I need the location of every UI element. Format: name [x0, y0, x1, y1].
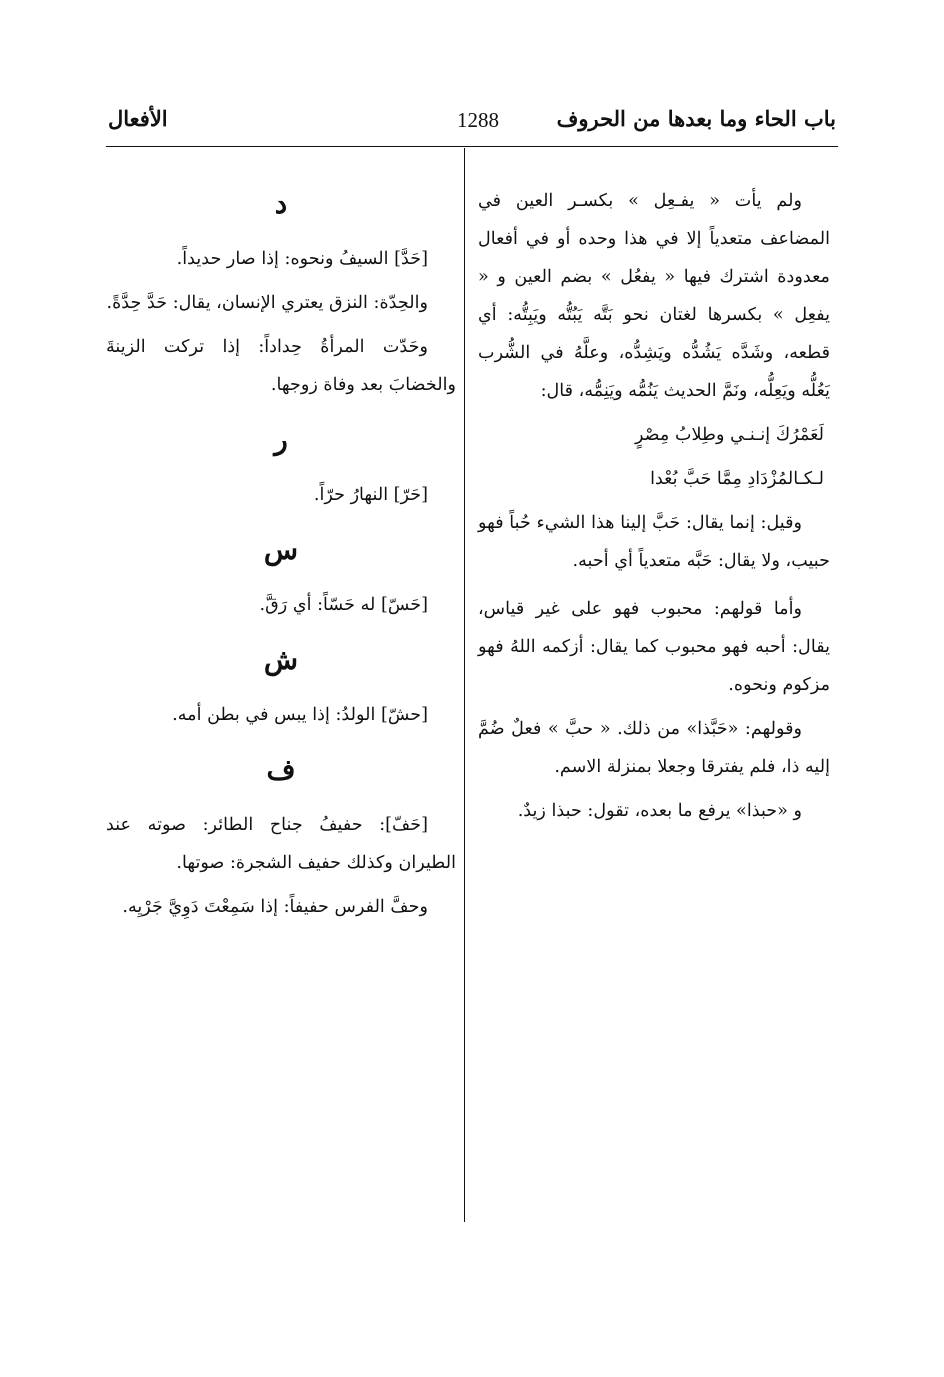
- paragraph: وأما قولهم: محبوب فهو على غير قياس، يقال: أحبه فهو محبوب كما يقال: أزكمه اللهُ فهو مزكوم ونحوه.: [478, 599, 830, 695]
- letter-heading: ش: [263, 643, 299, 676]
- paragraph: و «حبذا» يرفع ما بعده، تقول: حبذا زيدٌ.: [517, 801, 802, 821]
- section-title: الأفعال: [108, 106, 168, 131]
- right-column: [478, 182, 830, 830]
- paragraph: ولم يأت « يفـعِل » بكسـر العين في المضاعف متعدياً إلا في هذا وحده أو في أفعال معدودة اشترك فيها « يفعُل » بضم العين و « يفعِل » بكسرها لغتان نحو بَتَّه يَبُتُّه ويَبِتُّه: أي قطعه، وشَدَّه يَشُدُّه ويَشِدُّه، وعلَّهُ في الشُّرب يَعُلُّه ويَعِلُّه، ونَمَّ الحديث يَنُمُّه ويَنِمُّه، قال:: [478, 191, 830, 401]
- paragraph: وقولهم: «حَبَّذا» من ذلك. « حبَّ » فعلٌ ضُمَّ إليه ذا، فلم يفترقا وجعلا بمنزلة الاسم.: [478, 719, 830, 777]
- dictionary-entry: وحفَّ الفرس حفيفاً: إذا سَمِعْتَ دَوِيَّ جَرْيِه.: [122, 897, 428, 917]
- dictionary-entry: [حَفّ]: حفيفُ جناح الطائر: صوته عند الطيران وكذلك حفيف الشجرة: صوتها.: [106, 815, 456, 873]
- letter-heading: د: [274, 187, 288, 220]
- left-column: [106, 182, 456, 926]
- dictionary-entry: [حَرّ] النهارُ حرّاً.: [313, 485, 428, 505]
- dictionary-entry: [حشّ] الولدُ: إذا يبس في بطن أمه.: [172, 705, 428, 725]
- verse-line: لـكـالمُزْدَادِ مِمَّا حَبَّ بُعْدا: [650, 469, 824, 489]
- letter-heading: ف: [266, 753, 296, 786]
- header-divider: [106, 146, 838, 147]
- dictionary-entry: والحِدّة: النزق يعتري الإنسان، يقال: حَدَّ حِدَّةً.: [106, 293, 428, 313]
- page-number: 1288: [457, 108, 499, 132]
- paragraph: وقيل: إنما يقال: حَبَّ إلينا هذا الشيء حُباً فهو حبيب، ولا يقال: حَبَّه متعدياً أي أحبه.: [478, 513, 830, 571]
- dictionary-entry: [حَدَّ] السيفُ ونحوه: إذا صار حديداً.: [176, 249, 428, 269]
- dictionary-entry: [حَسّ] له حَسّاً: أي رَقَّ.: [259, 595, 428, 615]
- chapter-title: باب الحاء وما بعدها من الحروف: [556, 106, 836, 131]
- column-divider: [464, 148, 465, 1222]
- verse-line: لَعَمْرُكَ إنـنـي وطِلابُ مِصْرٍ: [634, 425, 824, 445]
- dictionary-entry: وحَدّت المرأةُ حِداداً: إذا تركت الزينةَ والخضابَ بعد وفاة زوجها.: [106, 337, 456, 395]
- letter-heading: س: [263, 533, 299, 566]
- letter-heading: ر: [274, 423, 288, 456]
